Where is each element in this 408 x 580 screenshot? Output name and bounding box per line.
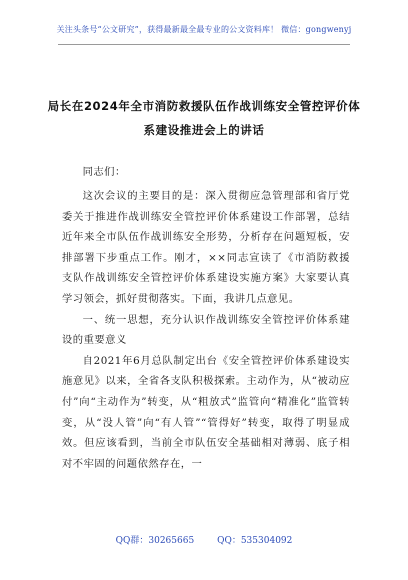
salutation: 同志们： [82,166,126,178]
salutation-block [62,162,350,183]
header-divider [58,44,350,45]
footer-qq-group: QQ群：30265665 [115,536,195,546]
paragraph-intro: 这次会议的主要目的是：深入贯彻应急管理部和省厅党委关于推进作战训练安全管控评价体系建设工作部署，总结近年来全市队伍作战训练安全形势，分析存在问题短板，安排部署下步重点工作。刚才，××同志宣读了《市消防救援支队作战训练安全管控评价体系建设实施方案》大家要认真学习领会，抓好贯彻落实。下面，我讲几点意见。 [62,190,350,305]
paragraph-section-1: 自2021年6月总队制定出台《安全管控评价体系建设实施意见》以来，全省各支队积极探索。主动作为，从“被动应付”向“主动作为”转变，从“粗放式”监管向“精准化”监管转变，从“没人管”向“有人管”“管得好”转变，取得了明显成效。但应该看到，当前全市队伍安全基础相对薄弱、底子相对不牢固的问题依然存在，一 [62,354,350,470]
footer-contact [0,533,408,546]
body-text [62,186,350,474]
document-title-line1: 局长在2024年全市消防救援队伍作战训练安全管控评价体 [47,99,361,113]
document-title-line2: 系建设推进会上的讲话 [143,123,265,137]
section-heading-1: 一、统一思想，充分认识作战训练安全管控评价体系建设的重要意义 [62,313,350,347]
footer-qq: QQ：535304092 [217,536,293,546]
header-note: 关注头条号“公文研究”，获得最新最全最专业的公文资料库！ 微信：gongwenyj [56,25,352,34]
